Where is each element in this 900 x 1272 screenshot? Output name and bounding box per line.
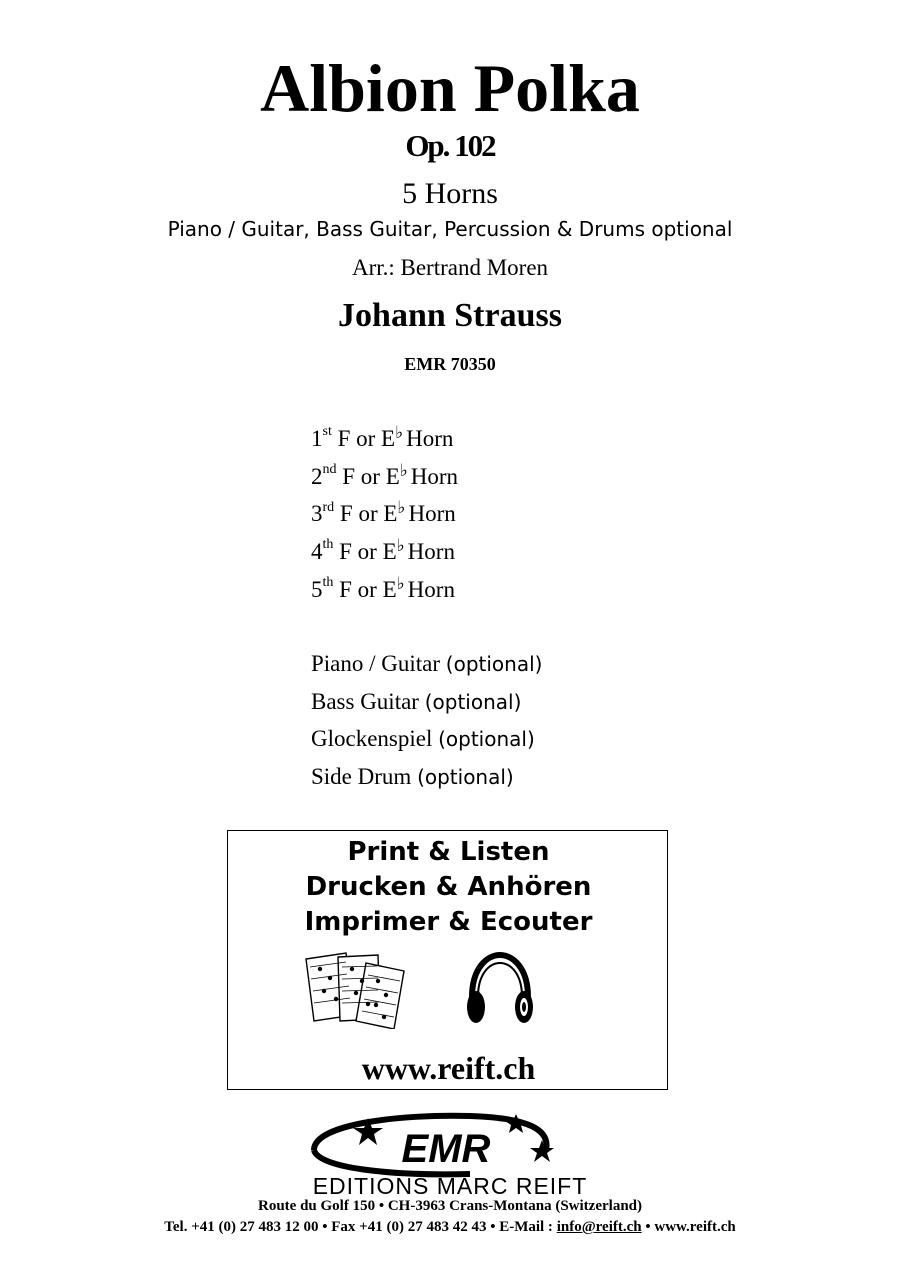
- emr-logo: [250, 1110, 650, 1198]
- logo-mark: EMR: [401, 1127, 491, 1171]
- opus-number: Op. 102: [405, 128, 495, 163]
- arranger: Arr.: Bertrand Moren: [351, 255, 549, 280]
- flat-icon: ♭: [395, 423, 404, 443]
- part-item: 1st F or E♭ Horn: [311, 420, 458, 458]
- promo-url[interactable]: www.reift.ch: [361, 1050, 536, 1086]
- optional-part-item: Glockenspiel (optional): [311, 726, 535, 752]
- parts-list: [311, 420, 458, 608]
- page-title: Albion Polka: [260, 50, 640, 126]
- part-item: 4th F or E♭ Horn: [311, 533, 458, 571]
- sheet-music-icon: [300, 949, 412, 1029]
- part-item: 3rd F or E♭ Horn: [311, 495, 458, 533]
- composer: Johann Strauss: [338, 297, 562, 334]
- part-item: 2nd F or E♭ Horn: [311, 458, 458, 496]
- promo-line-de: Drucken & Anhören: [305, 872, 592, 902]
- publisher-address: Route du Golf 150 • CH-3963 Crans-Montana (Switzerland): [258, 1198, 642, 1214]
- flat-icon: ♭: [396, 573, 405, 594]
- promo-line-en: Print & Listen: [347, 837, 550, 867]
- flat-icon: ♭: [399, 460, 408, 481]
- email-link[interactable]: info@reift.ch: [556, 1219, 642, 1235]
- optional-part-item: Piano / Guitar (optional): [311, 651, 543, 676]
- flat-icon: ♭: [397, 498, 406, 519]
- optional-parts-list: [311, 645, 542, 796]
- optional-part-item: Side Drum (optional): [311, 764, 514, 790]
- publisher-contact: Tel. +41 (0) 27 483 12 00 • Fax +41 (0) 27 483 42 43 • E-Mail : info@reift.ch • www.reift.ch: [164, 1219, 736, 1235]
- catalog-number: EMR 70350: [404, 354, 496, 374]
- print-listen-box: [227, 830, 668, 1090]
- optional-instruments: Piano / Guitar, Bass Guitar, Percussion & Drums optional: [167, 217, 733, 241]
- ensemble: 5 Horns: [402, 177, 498, 210]
- part-item: 5th F or E♭ Horn: [311, 571, 458, 609]
- optional-part-item: Bass Guitar (optional): [311, 688, 522, 714]
- publisher-name: EDITIONS MARC REIFT: [312, 1173, 588, 1198]
- headphones-icon: [464, 951, 536, 1027]
- flat-icon: ♭: [396, 536, 405, 557]
- promo-line-fr: Imprimer & Ecouter: [304, 907, 593, 937]
